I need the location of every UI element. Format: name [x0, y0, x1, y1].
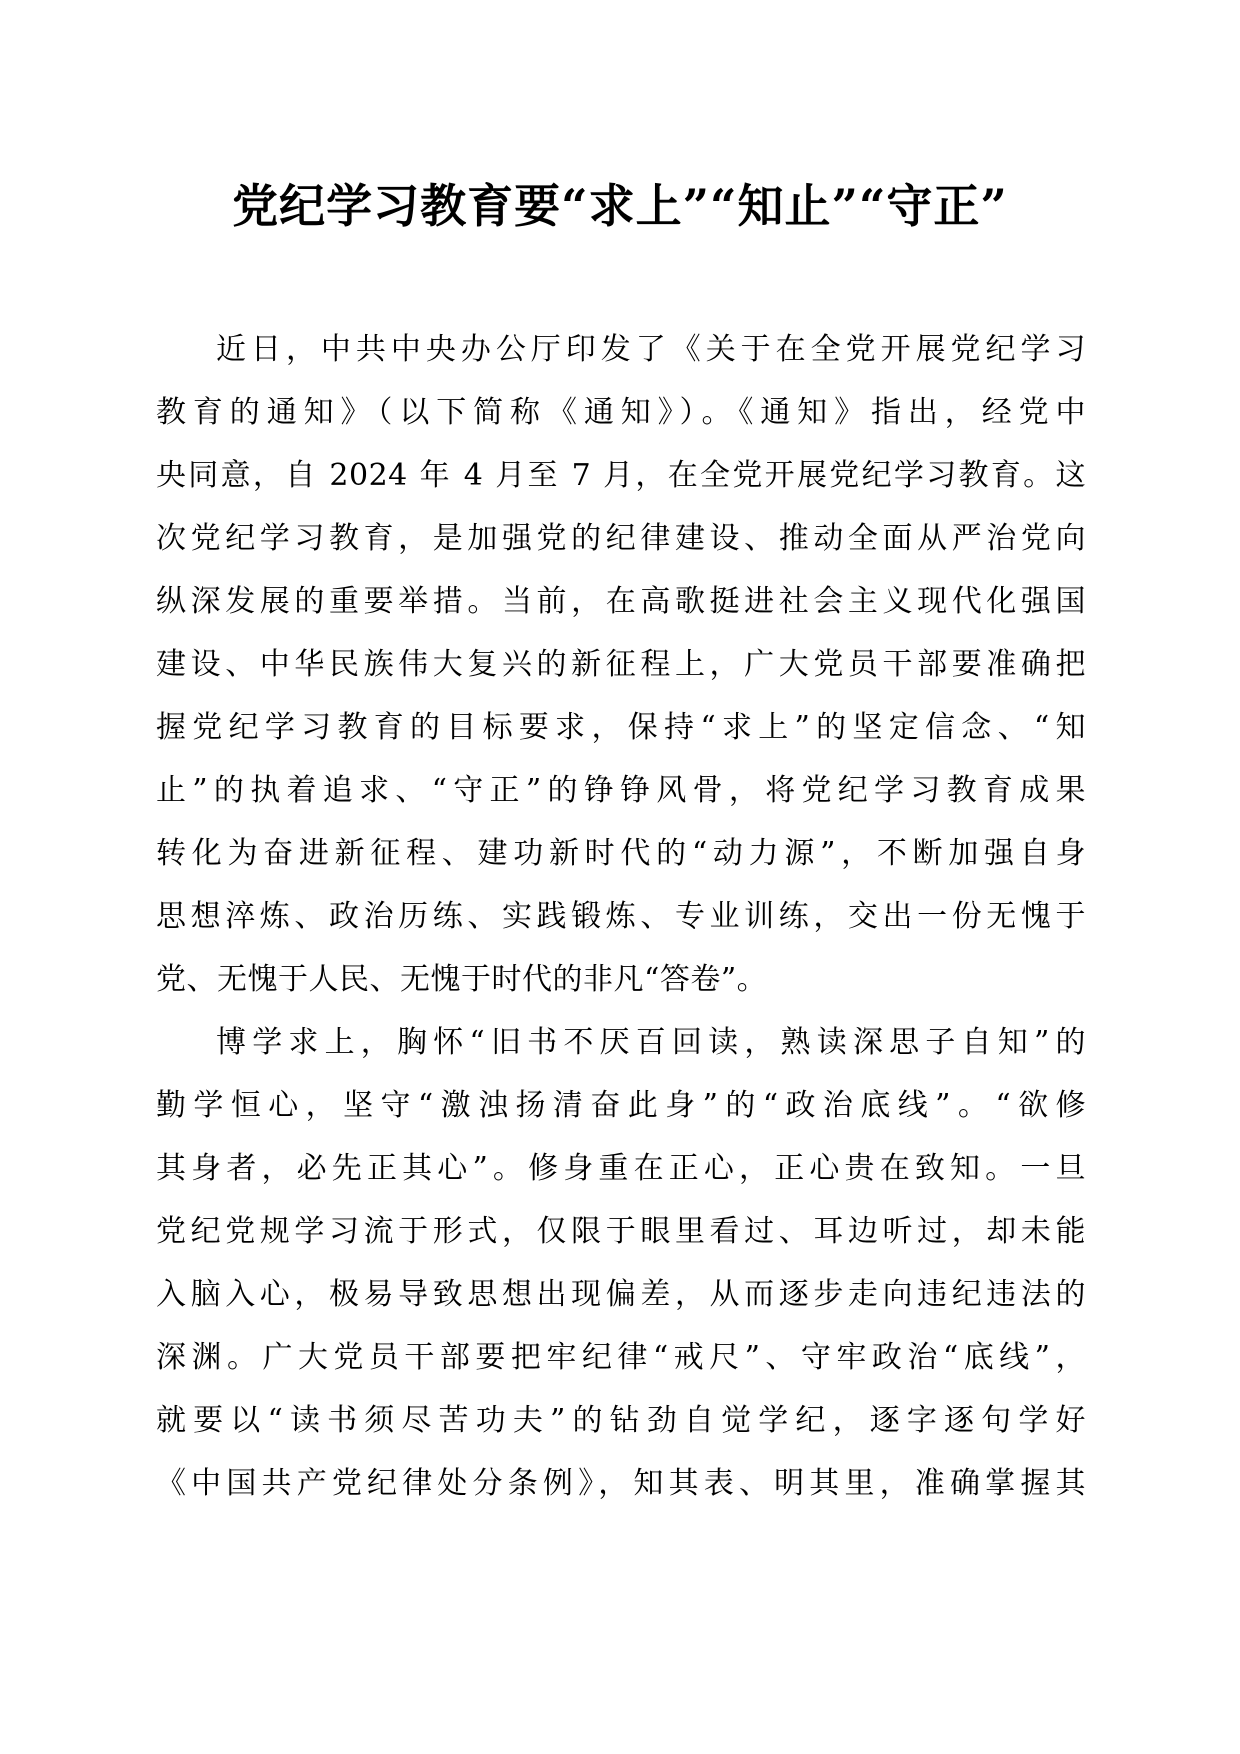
text-line: 入脑入心，极易导致思想出现偏差，从而逐步走向违纪违法的: [156, 1277, 1086, 1312]
text-line: 握党纪学习教育的目标要求，保持“求上”的坚定信念、“知: [156, 710, 1086, 745]
text-line: 党纪党规学习流于形式，仅限于眼里看过、耳边听过，却未能: [156, 1214, 1086, 1249]
text-line: 深渊。广大党员干部要把牢纪律“戒尺”、守牢政治“底线”，: [156, 1340, 1086, 1375]
text-line: 近日，中共中央办公厅印发了《关于在全党开展党纪学习: [216, 332, 1086, 367]
text-line: 次党纪学习教育，是加强党的纪律建设、推动全面从严治党向: [156, 521, 1086, 556]
paragraph-2: [156, 1011, 1086, 1515]
text-line: 党、无愧于人民、无愧于时代的非凡“答卷”。: [156, 962, 768, 997]
text-line: 思想淬炼、政治历练、实践锻炼、专业训练，交出一份无愧于: [156, 899, 1086, 934]
text-line: 博学求上，胸怀“旧书不厌百回读，熟读深思子自知”的: [216, 1025, 1086, 1060]
paragraph-1: [156, 318, 1086, 1011]
document-title: 党纪学习教育要“求上”“知止”“守正”: [232, 179, 1008, 233]
text-line: 勤学恒心，坚守“激浊扬清奋此身”的“政治底线”。“欲修: [156, 1088, 1086, 1123]
text-line: 《中国共产党纪律处分条例》，知其表、明其里，准确掌握其: [156, 1466, 1086, 1501]
text-line: 教育的通知》（以下简称《通知》）。《通知》指出，经党中: [156, 395, 1086, 430]
text-line: 止”的执着追求、“守正”的铮铮风骨，将党纪学习教育成果: [156, 773, 1086, 808]
text-line: 就要以“读书须尽苦功夫”的钻劲自觉学纪，逐字逐句学好: [156, 1403, 1086, 1438]
text-line: 纵深发展的重要举措。当前，在高歌挺进社会主义现代化强国: [156, 584, 1086, 619]
document-body: [156, 318, 1086, 1515]
text-line: 央同意，自 2024 年 4 月至 7 月，在全党开展党纪学习教育。这: [156, 458, 1086, 493]
text-line: 其身者，必先正其心”。修身重在正心，正心贵在致知。一旦: [156, 1151, 1086, 1186]
text-line: 转化为奋进新征程、建功新时代的“动力源”，不断加强自身: [156, 836, 1086, 871]
text-line: 建设、中华民族伟大复兴的新征程上，广大党员干部要准确把: [156, 647, 1086, 682]
